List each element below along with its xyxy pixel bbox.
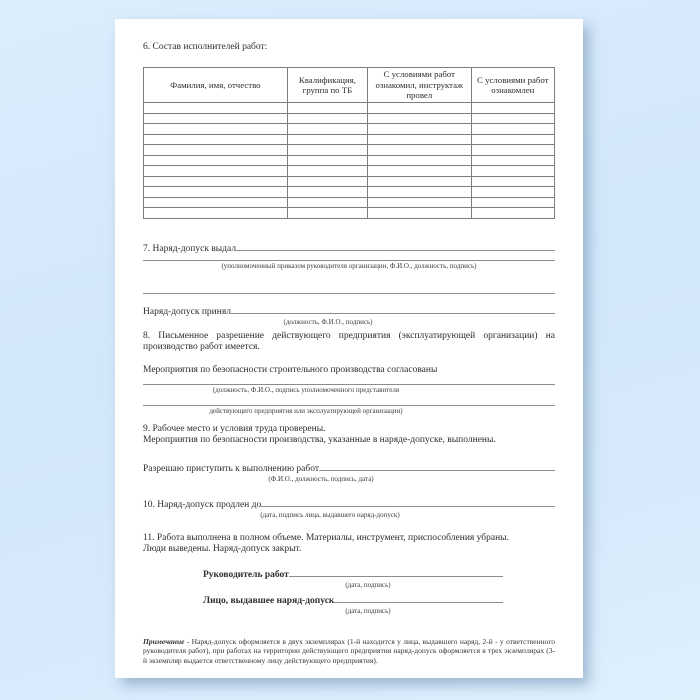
executors-table-empty-cell — [471, 166, 554, 177]
permit-issued-caption: (уполномоченный приказом руководителя организации, Ф.И.О., должность, подпись) — [221, 261, 477, 270]
executors-table-empty-cell — [144, 208, 288, 219]
executors-table-empty-cell — [367, 134, 471, 145]
section6-title: 6. Состав исполнителей работ: — [143, 42, 268, 52]
executors-table-empty-cell — [471, 197, 554, 208]
executors-table-empty-cell — [144, 187, 288, 198]
executors-col-instructed-by: С условиями работ ознакомил, инструктаж провел — [367, 68, 471, 103]
works-manager-caption: (дата, подпись) — [345, 580, 391, 589]
measures-fill-line-1 — [143, 384, 555, 385]
executors-table-empty-row — [144, 134, 555, 145]
executors-table-empty-cell — [367, 208, 471, 219]
permit-issuer-caption: (дата, подпись) — [345, 606, 391, 615]
executors-table-empty-cell — [367, 113, 471, 124]
permit-start-label: Разрешаю приступить к выполнению работ — [143, 463, 319, 474]
permit-received-label: Наряд-допуск принял — [143, 306, 231, 317]
executors-table-empty-cell — [144, 145, 288, 156]
executors-table-empty-cell — [144, 176, 288, 187]
permit-start-fill-line — [319, 460, 555, 471]
measures-fill-line-2 — [143, 405, 555, 406]
executors-table-empty-row — [144, 208, 555, 219]
executors-table-empty-row — [144, 124, 555, 135]
executors-table-empty-cell — [471, 187, 554, 198]
executors-table-empty-row — [144, 166, 555, 177]
executors-table-empty-row — [144, 176, 555, 187]
executors-table-empty-cell — [367, 197, 471, 208]
executors-table-empty-cell — [287, 103, 367, 114]
permit-issued-continuation-line — [143, 260, 555, 261]
executors-table-empty-cell — [287, 134, 367, 145]
executors-col-qualification: Квалификация, группа по ТБ — [287, 68, 367, 103]
executors-table-empty-cell — [287, 124, 367, 135]
permit-issued-row — [143, 240, 555, 255]
executors-table-empty-cell — [144, 124, 288, 135]
executors-table-header-row — [144, 68, 555, 103]
permit-received-caption: (должность, Ф.И.О., подпись) — [283, 317, 373, 326]
executors-table-body — [144, 103, 555, 219]
executors-table-empty-row — [144, 145, 555, 156]
executors-table-empty-row — [144, 113, 555, 124]
measures-caption-line1: (должность, Ф.И.О., подпись уполномоченного представителя — [212, 385, 400, 394]
permit-received-row — [143, 303, 555, 318]
works-manager-label: Руководитель работ — [203, 569, 289, 580]
executors-table-empty-cell — [144, 134, 288, 145]
executors-table-empty-cell — [367, 187, 471, 198]
executors-table-empty-cell — [471, 113, 554, 124]
executors-table-empty-cell — [287, 145, 367, 156]
executors-table-empty-cell — [144, 103, 288, 114]
permit-issuer-row — [203, 592, 503, 607]
executors-table-empty-row — [144, 103, 555, 114]
permit-extended-label: 10. Наряд-допуск продлен до — [143, 499, 262, 510]
executors-table — [143, 67, 555, 219]
executors-table-empty-cell — [471, 208, 554, 219]
executors-table-empty-cell — [471, 124, 554, 135]
executors-table-empty-cell — [471, 103, 554, 114]
executors-table-empty-cell — [367, 145, 471, 156]
document-page — [115, 19, 583, 678]
executors-table-empty-cell — [287, 166, 367, 177]
document-content — [143, 41, 555, 678]
executors-table-empty-cell — [287, 176, 367, 187]
executors-table-empty-cell — [144, 197, 288, 208]
executors-table-empty-cell — [144, 155, 288, 166]
section9-line2: Мероприятия по безопасности производства, указанные в наряде-допуске, выполнены. — [143, 435, 496, 445]
executors-table-empty-cell — [287, 208, 367, 219]
executors-table-empty-cell — [287, 155, 367, 166]
executors-table-empty-row — [144, 155, 555, 166]
executors-table-empty-cell — [367, 103, 471, 114]
permit-extended-row — [143, 496, 555, 511]
permit-extended-fill-line — [261, 496, 555, 507]
works-manager-row — [203, 566, 503, 581]
permit-issued-fill-line — [236, 240, 555, 251]
executors-table-empty-cell — [471, 145, 554, 156]
executors-table-empty-cell — [287, 187, 367, 198]
executors-col-acknowledged: С условиями работ ознакомлен — [471, 68, 554, 103]
executors-table-empty-cell — [471, 134, 554, 145]
permit-start-caption: (Ф.И.О., должность, подпись, дата) — [268, 474, 374, 483]
section8-text: 8. Письменное разрешение действующего предприятия (эксплуатирующей организации) на производство работ имеется. — [143, 330, 555, 352]
blank-fill-line — [143, 293, 555, 294]
permit-extended-caption: (дата, подпись лица, выдавшего наряд-допуск) — [260, 510, 400, 519]
executors-col-name: Фамилия, имя, отчество — [144, 68, 288, 103]
executors-table-empty-row — [144, 197, 555, 208]
executors-table-empty-cell — [471, 176, 554, 187]
section9-line1: 9. Рабочее место и условия труда проверены. — [143, 423, 326, 434]
executors-table-empty-cell — [367, 155, 471, 166]
section8-measures-label: Мероприятия по безопасности строительного производства согласованы — [143, 364, 438, 375]
executors-table-empty-cell — [144, 166, 288, 177]
executors-table-empty-cell — [144, 113, 288, 124]
executors-table-empty-cell — [367, 166, 471, 177]
executors-table-header — [144, 68, 555, 103]
executors-table-empty-cell — [287, 113, 367, 124]
measures-caption-line2: действующего предприятия или эксплуатирующей организации) — [209, 406, 403, 415]
executors-table-empty-cell — [367, 124, 471, 135]
footnote — [143, 637, 555, 666]
executors-table-empty-cell — [367, 176, 471, 187]
footnote-text: - Наряд-допуск оформляется в двух экземплярах (1-й находится у лица, выдавшего наряд, 2-й - у ответственного руководителя работ), при работах на территории действующего предприятия наряд-допуск оформляется в трех экземплярах (3-й экземпляр выдается ответственному лицу действующего предприятия). — [143, 636, 555, 665]
works-manager-fill-line — [289, 566, 503, 577]
executors-table-empty-cell — [471, 155, 554, 166]
section11-line2: Люди выведены. Наряд-допуск закрыт. — [143, 544, 302, 554]
section11-line1: 11. Работа выполнена в полном объеме. Материалы, инструмент, приспособления убраны. — [143, 532, 509, 543]
permit-issuer-label: Лицо, выдавшее наряд-допуск — [203, 595, 335, 606]
permit-received-fill-line — [231, 303, 555, 314]
permit-issuer-fill-line — [334, 592, 503, 603]
footnote-term: Примечание — [143, 636, 185, 646]
executors-table-empty-cell — [287, 197, 367, 208]
permit-start-row — [143, 460, 555, 475]
executors-table-empty-row — [144, 187, 555, 198]
permit-issued-label: 7. Наряд-допуск выдал — [143, 243, 237, 254]
